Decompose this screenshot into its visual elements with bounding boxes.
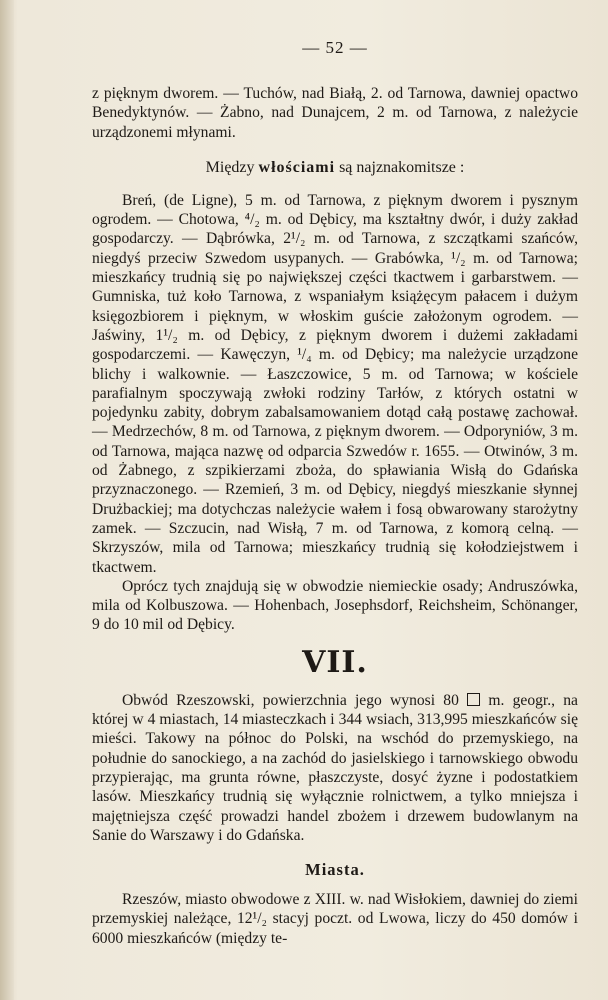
paragraph-intro: z pięknym dworem. — Tuchów, nad Białą, 2. od Tarnowa, dawniej opactwo Benedyktynów. — Żabno, nad Dunajcem, 2 m. od Tarnowa, z należycie urządzonemi młynami. — [92, 85, 578, 141]
page-spine-shadow — [0, 0, 14, 1000]
heading-miasta: Miasta. — [305, 860, 365, 880]
paragraph-rzeszow — [92, 691, 578, 845]
heading-wlosci — [92, 159, 578, 177]
heading-wlosci-pre: Między — [205, 158, 259, 176]
rzeszow-text-start: Obwód Rzeszowski, powierzchnia jego wynosi 80 — [122, 691, 468, 709]
page-number: — 52 — — [302, 38, 368, 57]
heading-wlosci-bold: włościami — [258, 158, 336, 176]
paragraph-miasta: Rzeszów, miasto obwodowe z XIII. w. nad Wisłokiem, dawniej do ziemi przemyskiej należące, 12¹/₂ stacyj poczt. od Lwowa, liczy do 450 domów i 6000 mieszkańców (między te- — [92, 891, 578, 947]
paragraph-wlosci: Breń, (de Ligne), 5 m. od Tarnowa, z pięknym dworem i pysznym ogrodem. — Chotowa, ⁴/₂ m. od Dębicy, ma kształtny dwór, i duży zakład gospodarczy. — Dąbrówka, 2¹/₂ m. od Tarnowa, z szczątkami szańców, niegdyś przeciw Szwedom usypanych. — Grabówka, ¹/₂ m. od Tarnowa; mieszkańcy trudnią się po największej części tkactwem i garbarstwem. — Gumniska, tuż koło Tarnowa, z wspaniałym książęcym pałacem i dużym księgozbiorem i pięknym, w włoskim guście założonym ogrodem. — Jaświny, 1¹/₂ m. od Dębicy, z pięknym dworem i dużemi zakładami gospodarczemi. — Kawęczyn, ¹/₄ m. od Dębicy; ma należycie urządzone blichy i walkownie. — Łaszczowice, 5 m. od Tarnowa; w kościele parafialnym spoczywają zwłoki rodziny Tarłów, z których ostatni w pojedynku zabity, dobrym zabalsamowaniem dotąd całą postawę zachował. — Medrzechów, 8 m. od Tarnowa, z pięknym dworem. — Odporyniów, 3 m. od Tarnowa, mająca nazwę od odparcia Szwedów r. 1655. — Otwinów, 3 m. od Żabnego, z szpikierzami zboża, do spławiania Wisłą do Gdańska przyznaczonego. — Rzemień, 3 m. od Dębicy, niegdyś mieszkanie słynnej Drużbackiej; ma dotychczas należycie wałem i fosą obwarowany starożytny zamek. — Szczucin, nad Wisłą, 7 m. od Tarnowa, z komorą celną. — Skrzyszów, mila od Tarnowa; mieszkańcy trudnią się kołodziejstwem i tkactwem. — [92, 191, 578, 576]
rzeszow-text-rest: m. geogr., na której w 4 miastach, 14 miasteczkach i 344 wsiach, 313,995 mieszkańców się mieści. Takowy na północ do Polski, na wschód do przemyskiego, na południe do sanockiego, a na zachód do jasielskiego i tarnowskiego obwodu przypierając, ma grunta równe, płaszczyste, dosyć żyzne i podostatkiem lasów. Mieszkańcy trudnią się wyłącznie rolnictwem, a tylko mniejsza i majętniejsza część prowadzi handel zbożem i drzewem budowlanym na Sanie do Warszawy i do Gdańska. — [92, 691, 578, 844]
section-numeral: VII. — [302, 644, 368, 680]
paragraph-osady: Oprócz tych znajdują się w obwodzie niemieckie osady; Andruszówka, mila od Kolbuszowa. — Hohenbach, Josephsdorf, Reichsheim, Schönanger, 9 do 10 mil od Dębicy. — [92, 577, 578, 634]
heading-wlosci-post: są najznakomitsze : — [335, 158, 465, 176]
square-mile-symbol — [467, 693, 480, 706]
